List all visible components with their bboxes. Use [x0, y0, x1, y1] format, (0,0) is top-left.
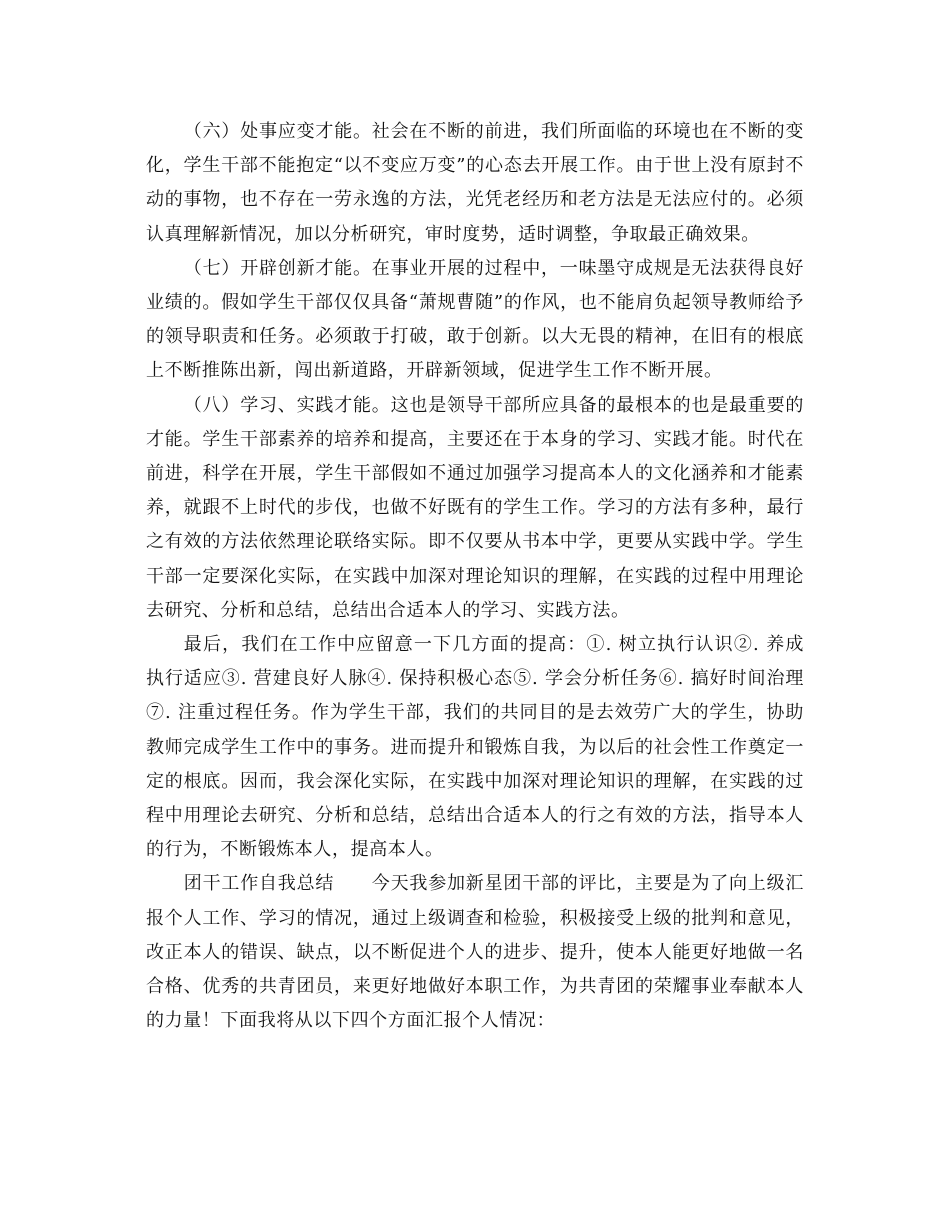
- paragraph-conclusion: 最后，我们在工作中应留意一下几方面的提高：①. 树立执行认识②. 养成执行适应③. 营建良好人脉④. 保持积极心态⑤. 学会分析任务⑥. 搞好时间治理⑦. 注重过程任务。作为学生干部，我们的共同目的是去效劳广大的学生，协助教师完成学生工作中的事务。进而提升和锻炼自我，为以后的社会性工作奠定一定的根底。因而，我会深化实际，在实践中加深对理论知识的理解，在实践的过程中用理论去研究、分析和总结，总结出合适本人的行之有效的方法，指导本人的行为，不断锻炼本人，提高本人。: [146, 634, 804, 861]
- paragraph-learning-practice: （八）学习、实践才能。这也是领导干部所应具备的最根本的也是最重要的才能。学生干部素养的培养和提高，主要还在于本身的学习、实践才能。时代在前进，科学在开展，学生干部假如不通过加强学习提高本人的文化涵养和才能素养，就跟不上时代的步伐，也做不好既有的学生工作。学习的方法有多种，最行之有效的方法依然理论联络实际。即不仅要从书本中学，更要从实践中学。学生干部一定要深化实际，在实践中加深对理论知识的理解，在实践的过程中用理论去研究、分析和总结，总结出合适本人的学习、实践方法。: [146, 394, 804, 621]
- paragraph-innovation: （七）开辟创新才能。在事业开展的过程中，一味墨守成规是无法获得良好业绩的。假如学生干部仅仅具备“萧规曹随”的作风，也不能肩负起领导教师给予的领导职责和任务。必须敢于打破，敢于创新。以大无畏的精神，在旧有的根底上不断推陈出新，闯出新道路，开辟新领域，促进学生工作不断开展。: [146, 257, 804, 382]
- paragraph-adaptability: （六）处事应变才能。社会在不断的前进，我们所面临的环境也在不断的变化，学生干部不能抱定“以不变应万变”的心态去开展工作。由于世上没有原封不动的事物，也不存在一劳永逸的方法，光凭老经历和老方法是无法应付的。必须认真理解新情况，加以分析研究，审时度势，适时调整，争取最正确效果。: [146, 121, 804, 245]
- paragraph-self-summary: 团干工作自我总结 今天我参加新星团干部的评比，主要是为了向上级汇报个人工作、学习的情况，通过上级调查和检验，积极接受上级的批判和意见，改正本人的错误、缺点，以不断促进个人的进步、提升，使本人能更好地做一名合格、优秀的共青团员，来更好地做好本职工作，为共青团的荣耀事业奉献本人的力量！下面我将从以下四个方面汇报个人情况：: [146, 873, 804, 1032]
- document-body: [146, 115, 804, 1038]
